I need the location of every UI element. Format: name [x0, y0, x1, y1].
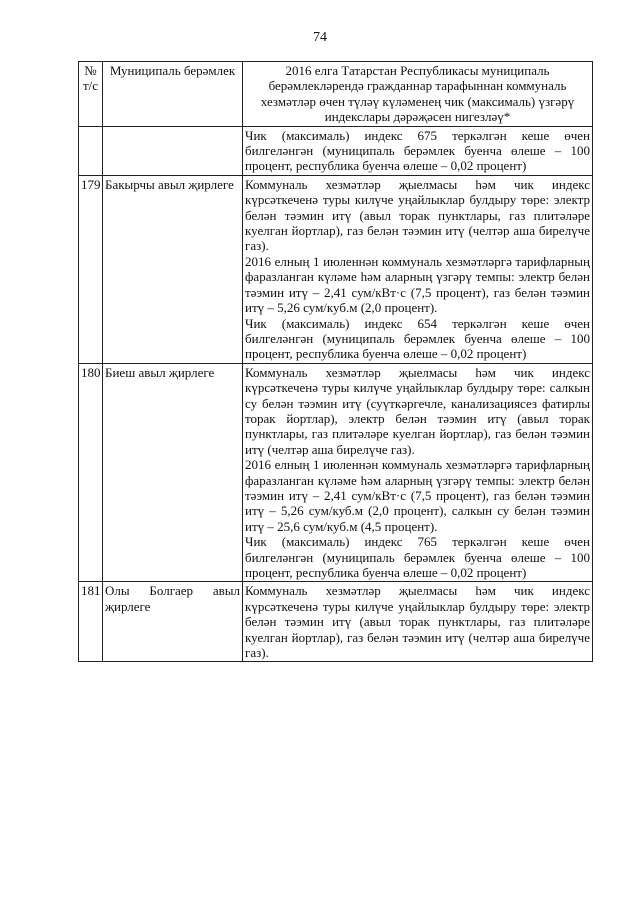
municipality-name — [103, 126, 243, 175]
description-paragraph: 2016 елның 1 июленнән коммуналь хезмәтләргә тарифларның фаразланган күләме һәм аларның үзгәрү темпы: электр белән тәэмин итү – 2,41 сум/кВт·с (7,5 процент), газ белән тәэмин итү – 5,26 сум/куб.м (2,0 процент). — [245, 253, 590, 316]
municipality-name: Биеш авыл җирлеге — [103, 363, 243, 582]
description-paragraph: Коммуналь хезмәтләр җыелмасы һәм чик индекс күрсәткеченә туры килүче уңайлыклар булдыру төре: электр белән тәэмин итү (авыл торак пунктлары, газ плитәләре куелган йортлар), газ белән тәэмин итү (челтәр аша бирелүче газ). — [245, 176, 590, 254]
table-row — [79, 363, 593, 582]
description-paragraph: Чик (максималь) индекс 765 теркәлгән кеше өчен билгеләнгән (муниципаль берәмлек буенча өлеше – 100 процент, республика буенча өлеше – 0,02 процент) — [245, 534, 590, 580]
row-number: 179 — [79, 175, 103, 363]
description-paragraph: Коммуналь хезмәтләр җыелмасы һәм чик индекс күрсәткеченә туры килүче уңайлыклар булдыру төре: электр белән тәэмин итү (авыл торак пунктлары, газ плитәләре куелган йортлар), газ белән тәэмин итү (челтәр аша бирелүче газ). — [245, 583, 590, 661]
header-num: № т/с — [79, 62, 103, 127]
description-paragraph: 2016 елның 1 июленнән коммуналь хезмәтләргә тарифларның фаразланган күләме һәм аларның үзгәрү темпы: электр белән тәэмин итү – 2,41 сум/кВт·с (7,5 процент), газ белән тәэмин итү – 5,26 сум/куб.м (2,0 процент), салкын су белән тәэмин итү – 25,6 сум/куб.м (4,5 процент). — [245, 457, 590, 534]
description-paragraph: Чик (максималь) индекс 675 теркәлгән кеше өчен билгеләнгән (муниципаль берәмлек буенча өлеше – 100 процент, республика буенча өлеше – 0,02 процент) — [245, 127, 590, 174]
table-row — [79, 582, 593, 662]
row-description — [243, 582, 593, 662]
row-description — [243, 363, 593, 582]
header-municipality: Муниципаль берәмлек — [103, 62, 243, 127]
row-description — [243, 175, 593, 363]
row-number: 180 — [79, 363, 103, 582]
tariff-table — [78, 61, 593, 662]
description-paragraph: Коммуналь хезмәтләр җыелмасы һәм чик индекс күрсәткеченә туры килүче уңайлыклар булдыру төре: салкын су белән тәэмин итү (суүткәргечле, канализациясез фатирлы торак йортлар), электр белән тәэмин итү (авыл торак пунктлары, газ плитәләре куелган йортлар), газ белән тәэмин итү (челтәр аша бирелүче газ). — [245, 364, 590, 457]
row-number — [79, 126, 103, 175]
table-header-row — [79, 62, 593, 127]
row-description — [243, 126, 593, 175]
municipality-name: Бакырчы авыл җирлеге — [103, 175, 243, 363]
municipality-name: Олы Болгаер авыл җирлеге — [103, 582, 243, 662]
table-row — [79, 175, 593, 363]
row-number: 181 — [79, 582, 103, 662]
page-number: 74 — [313, 30, 327, 45]
description-paragraph: Чик (максималь) индекс 654 теркәлгән кеше өчен билгеләнгән (муниципаль берәмлек буенча өлеше – 100 процент, республика буенча өлеше – 0,02 процент) — [245, 315, 590, 362]
table-row — [79, 126, 593, 175]
header-description: 2016 елга Татарстан Республикасы муниципаль берәмлекләрендә гражданнар тарафыннан коммуналь хезмәтләр өчен түләү күләменең чик (максималь) үзгәрү индекслары дәрәҗәсен нигезләү* — [243, 62, 593, 127]
